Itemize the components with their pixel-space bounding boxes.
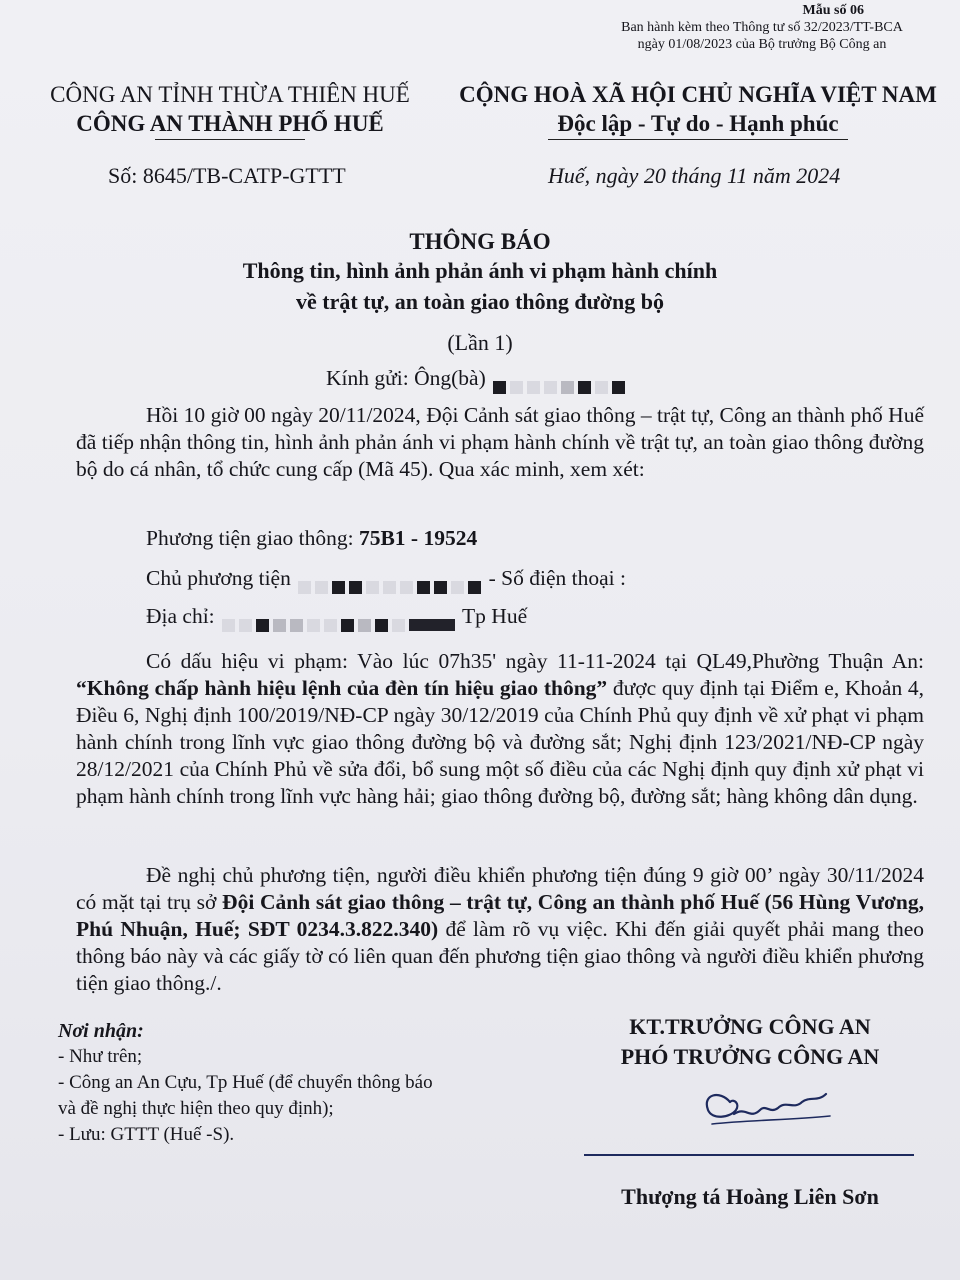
recipients-heading: Nơi nhận: [58,1020,144,1042]
republic-name: CỘNG HOÀ XÃ HỘI CHỦ NGHĨA VIỆT NAM [459,82,937,107]
violation-paragraph [76,648,924,810]
intro-paragraph: Hồi 10 giờ 00 ngày 20/11/2024, Đội Cảnh sát giao thông – trật tự, Công an thành phố Huế đã tiếp nhận thông tin, hình ảnh phản ánh vi phạm hành chính về trật tự, an toàn giao thông đường bộ do cá nhân, tổ chức cung cấp (Mã 45). Qua xác minh, xem xét: [76,403,924,481]
request-lead: Đề nghị chủ phương tiện, người điều khiển phương tiện đúng 9 giờ 00’ ngày 30/11/2024 có mặt tại trụ sở [76,863,924,914]
address-line [146,604,527,629]
recipients-block [58,1018,433,1148]
document-date: Huế, ngày 20 tháng 11 năm 2024 [548,163,841,188]
vehicle-line [146,526,477,551]
redacted-name [491,373,627,387]
request-place: Đội Cảnh sát giao thông – trật tự, Công an thành phố Huế (56 Hùng Vương, Phú Nhuận, Huế; SĐT 0234.3.822.340) [76,890,924,941]
signature-role-1: KT.TRƯỞNG CÔNG AN [629,1014,871,1039]
notice-title: THÔNG BÁO [409,229,551,254]
recipient-item: và đề nghị thực hiện theo quy định); [58,1098,334,1119]
owner-label: Chủ phương tiện [146,566,291,590]
vehicle-label: Phương tiện giao thông: [146,526,354,550]
redacted-address [220,611,457,625]
recipient-item: - Lưu: GTTT (Huế -S). [58,1124,235,1145]
handwritten-signature [690,1080,840,1140]
form-number: Mẫu số 06 [802,3,864,18]
form-note-line-2: ngày 01/08/2023 của Bộ trưởng Bộ Công an [637,37,887,52]
request-rest: để làm rõ vụ việc. Khi đến giải quyết phải mang theo thông báo này và các giấy tờ có liên quan đến phương tiện giao thông và người điều khiển phương tiện giao thông./. [76,917,924,995]
owner-line [146,566,626,591]
notice-subtitle-2: về trật tự, an toàn giao thông đường bộ [295,289,664,314]
redacted-owner [296,573,483,587]
republic-header [448,80,948,140]
violation-act: “Không chấp hành hiệu lệnh của đèn tín hiệu giao thông” [76,676,608,700]
recipient-item: - Như trên; [58,1046,143,1067]
signer-name: Thượng tá Hoàng Liên Sơn [621,1184,879,1209]
vehicle-plate: 75B1 - 19524 [358,526,478,550]
signature-role-2: PHÓ TRƯỞNG CÔNG AN [620,1044,880,1069]
greeting [326,366,627,391]
violation-rest: được quy định tại Điểm e, Khoản 4, Điều 6, Nghị định 100/2019/NĐ-CP ngày 30/12/2019 của Chính Phủ quy định về xử phạt vi phạm hành chính trong lĩnh vực giao thông đường bộ và đường sắt; Nghị định 123/2021/NĐ-CP ngày 28/12/2021 của Chính Phủ về sửa đổi, bổ sung một số điều của các Nghị định quy định xử phạt vi phạm hành chính trong lĩnh vực hàng hải; giao thông đường bộ, đường sắt; hàng không dân dụng. [76,676,924,808]
republic-motto: Độc lập - Tự do - Hạnh phúc [557,111,839,136]
agency-underline [155,139,305,140]
greeting-label: Kính gửi: Ông(bà) [326,366,486,390]
recipient-item: - Công an An Cựu, Tp Huế (để chuyển thông báo [58,1072,433,1093]
motto-underline [548,139,848,140]
phone-label: - Số điện thoại : [488,566,626,590]
notice-subtitle-1: Thông tin, hình ảnh phản ánh vi phạm hành chính [242,258,718,283]
address-tail: Tp Huế [462,604,528,628]
document-number: Số: 8645/TB-CATP-GTTT [108,163,346,188]
agency-header [30,80,430,140]
violation-lead: Có dấu hiệu vi phạm: Vào lúc 07h35' ngày 11-11-2024 tại QL49,Phường Thuận An: [146,649,924,673]
signature-line [584,1154,914,1156]
address-label: Địa chỉ: [146,604,215,628]
form-note [592,2,932,53]
form-note-line-1: Ban hành kèm theo Thông tư số 32/2023/TT-BCA [621,20,903,35]
agency-parent: CÔNG AN TỈNH THỪA THIÊN HUẾ [50,82,410,107]
notice-round: (Lần 1) [447,330,513,355]
agency-name: CÔNG AN THÀNH PHỐ HUẾ [76,111,384,136]
request-paragraph [76,862,924,997]
